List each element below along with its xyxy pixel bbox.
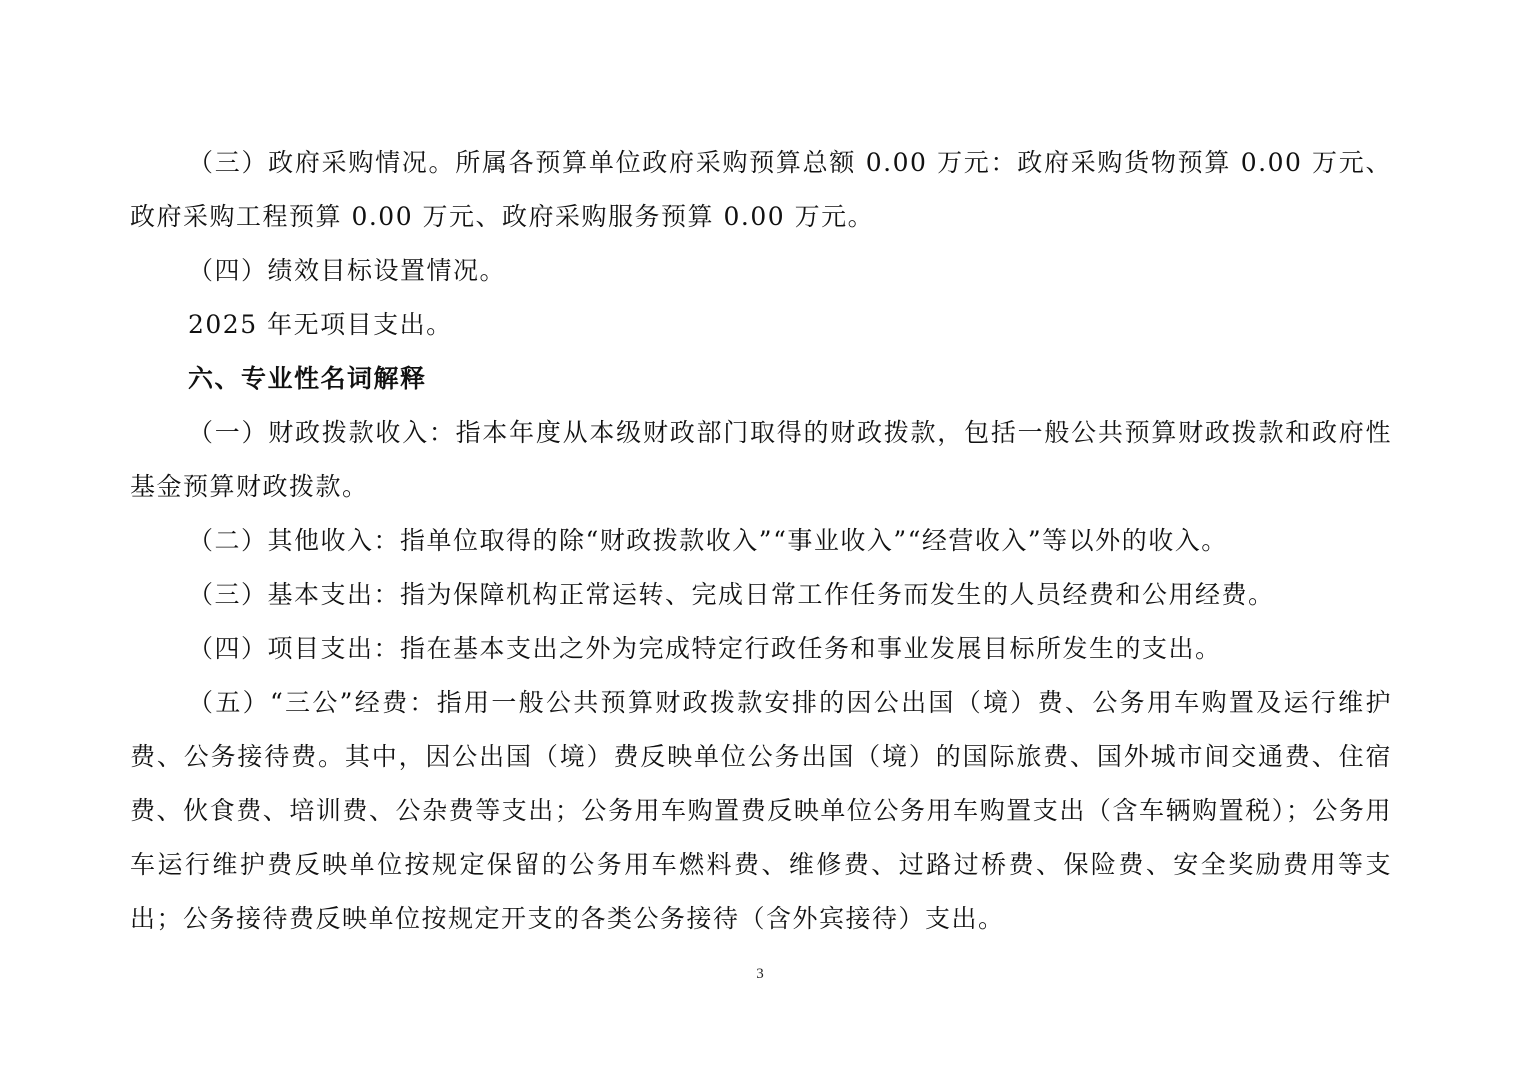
section-heading: 六、专业性名词解释 — [188, 364, 427, 393]
page-number: 3 — [756, 966, 764, 982]
definition-three-public-expenses: （五）“三公”经费：指用一般公共预算财政拨款安排的因公出国（境）费、公务用车购置及运行维护费、公务接待费。其中，因公出国（境）费反映单位公务出国（境）的国际旅费、国外城市间交通费、住宿费、伙食费、培训费、公杂费等支出；公务用车购置费反映单位公务用车购置支出（含车辆购置税）；公务用车运行维护费反映单位按规定保留的公务用车燃料费、维修费、过路过桥费、保险费、安全奖励费用等支出；公务接待费反映单位按规定开支的各类公务接待（含外宾接待）支出。 — [130, 688, 1392, 933]
definition-project-expense: （四）项目支出：指在基本支出之外为完成特定行政任务和事业发展目标所发生的支出。 — [188, 634, 1222, 663]
definition-fiscal-appropriation: （一）财政拨款收入：指本年度从本级财政部门取得的财政拨款，包括一般公共预算财政拨款和政府性基金预算财政拨款。 — [130, 418, 1392, 501]
definition-other-income: （二）其他收入：指单位取得的除“财政拨款收入”“事业收入”“经营收入”等以外的收入。 — [188, 526, 1228, 555]
procurement-paragraph: （三）政府采购情况。所属各预算单位政府采购预算总额 0.00 万元：政府采购货物预算 0.00 万元、政府采购工程预算 0.00 万元、政府采购服务预算 0.00 万元。 — [130, 148, 1392, 231]
no-project-expense-paragraph: 2025 年无项目支出。 — [188, 310, 453, 339]
definition-basic-expense: （三）基本支出：指为保障机构正常运转、完成日常工作任务而发生的人员经费和公用经费。 — [188, 580, 1275, 609]
performance-goals-paragraph: （四）绩效目标设置情况。 — [188, 256, 507, 285]
document-body — [130, 136, 1392, 946]
